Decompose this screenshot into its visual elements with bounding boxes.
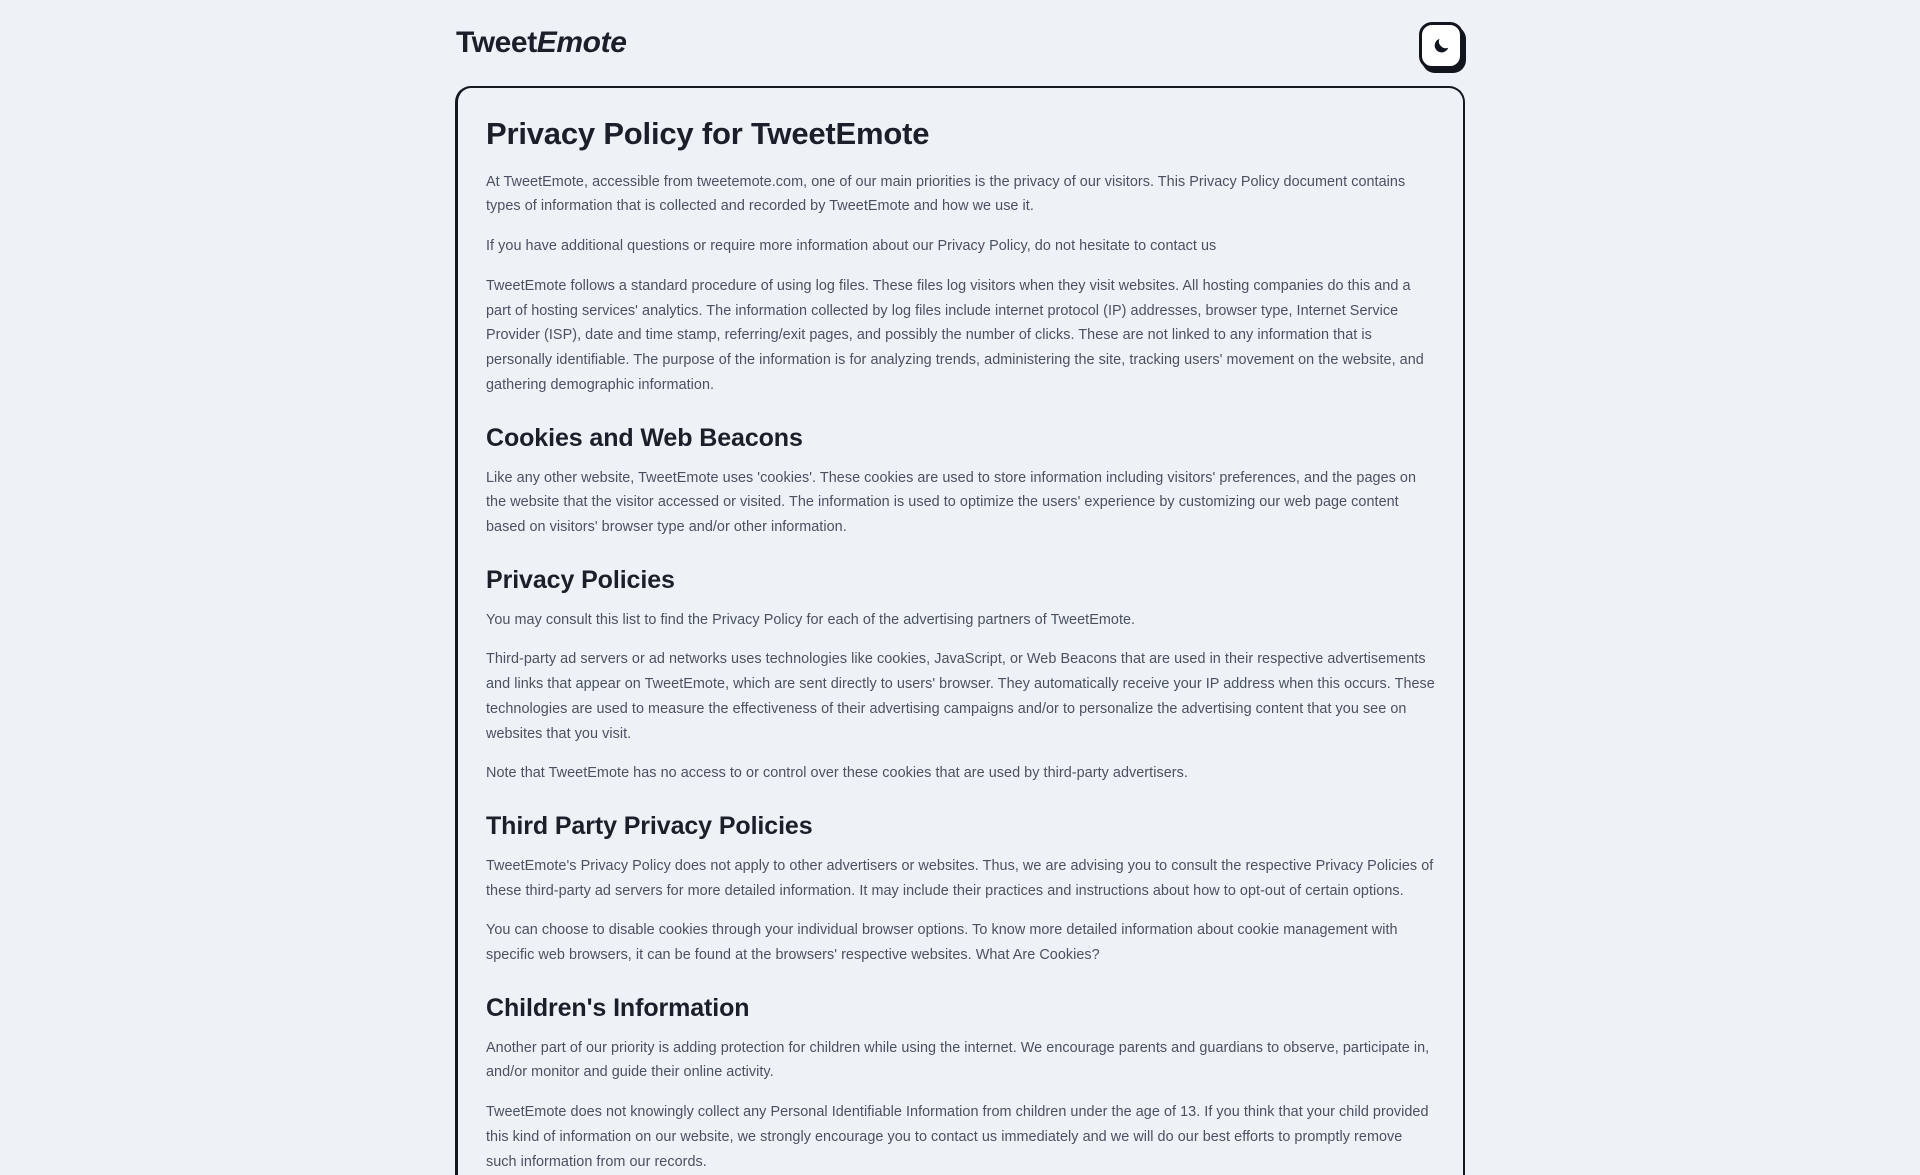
policy-paragraph: Third-party ad servers or ad networks uses technologies like cookies, JavaScript, or Web Beacons that are used in their respective advertisements and links that appear on TweetEmote, which are sent directly to users' browser. They automatically receive your IP address when this occurs. These technologies are used to measure the effectiveness of their advertising campaigns and/or to personalize the advertising content that you see on websites that you visit.	[486, 651, 1435, 742]
policy-paragraph: You can choose to disable cookies through your individual browser options. To know more detailed information about cookie management with specific web browsers, it can be found at the browsers' respective websites. What Are Cookies?	[486, 922, 1398, 964]
policy-paragraph: TweetEmote follows a standard procedure of using log files. These files log visitors when they visit websites. All hosting companies do this and a part of hosting services' analytics. The information collected by log files include internet protocol (IP) addresses, browser type, Internet Service Provider (ISP), date and time stamp, referring/exit pages, and possibly the number of clicks. These are not linked to any information that is personally identifiable. The purpose of the information is for analyzing trends, administering the site, tracking users' movement on the website, and gathering demographic information.	[486, 277, 1424, 393]
policy-paragraph: Another part of our priority is adding protection for children while using the internet. We encourage parents and guardians to observe, participate in, and/or monitor and guide their online activity.	[486, 1039, 1430, 1081]
privacy-policy-card	[455, 86, 1465, 1175]
section-heading: Cookies and Web Beacons	[486, 423, 803, 452]
policy-paragraph: You may consult this list to find the Privacy Policy for each of the advertising partners of TweetEmote.	[486, 611, 1136, 628]
policy-paragraph: TweetEmote's Privacy Policy does not apply to other advertisers or websites. Thus, we are advising you to consult the respective Privacy Policies of these third-party ad servers for more detailed information. It may include their practices and instructions about how to opt-out of certain options.	[486, 857, 1434, 899]
section-heading: Third Party Privacy Policies	[486, 812, 813, 841]
policy-paragraph: Like any other website, TweetEmote uses 'cookies'. These cookies are used to store information including visitors' preferences, and the pages on the website that the visitor accessed or visited. The information is used to optimize the users' experience by customizing our web page content based on visitors' browser type and/or other information.	[486, 469, 1417, 536]
policy-paragraph: TweetEmote does not knowingly collect any Personal Identifiable Information from children under the age of 13. If you think that your child provided this kind of information on our website, we strongly encourage you to contact us immediately and we will do our best efforts to promptly remove such information from our records.	[486, 1104, 1429, 1170]
policy-content	[484, 116, 1437, 1175]
section-heading: Privacy Policies	[486, 565, 675, 594]
policy-paragraph: Note that TweetEmote has no access to or control over these cookies that are used by third-party advertisers.	[486, 765, 1188, 782]
brand-name-secondary: Emote	[536, 26, 627, 59]
policy-paragraph: If you have additional questions or require more information about our Privacy Policy, do not hesitate to contact us	[486, 238, 1217, 255]
brand-logo[interactable]	[456, 28, 626, 58]
brand-name-primary: Tweet	[456, 26, 537, 59]
site-header	[0, 0, 1920, 86]
policy-blocks	[486, 170, 1435, 1175]
page-title: Privacy Policy for TweetEmote	[486, 116, 930, 151]
moon-icon	[1432, 36, 1451, 55]
policy-paragraph: At TweetEmote, accessible from tweetemote.com, one of our main priorities is the privacy of our visitors. This Privacy Policy document contains types of information that is collected and recorded by TweetEmote and how we use it.	[486, 173, 1406, 215]
theme-toggle-button[interactable]	[1419, 22, 1463, 69]
section-heading: Children's Information	[486, 993, 750, 1022]
